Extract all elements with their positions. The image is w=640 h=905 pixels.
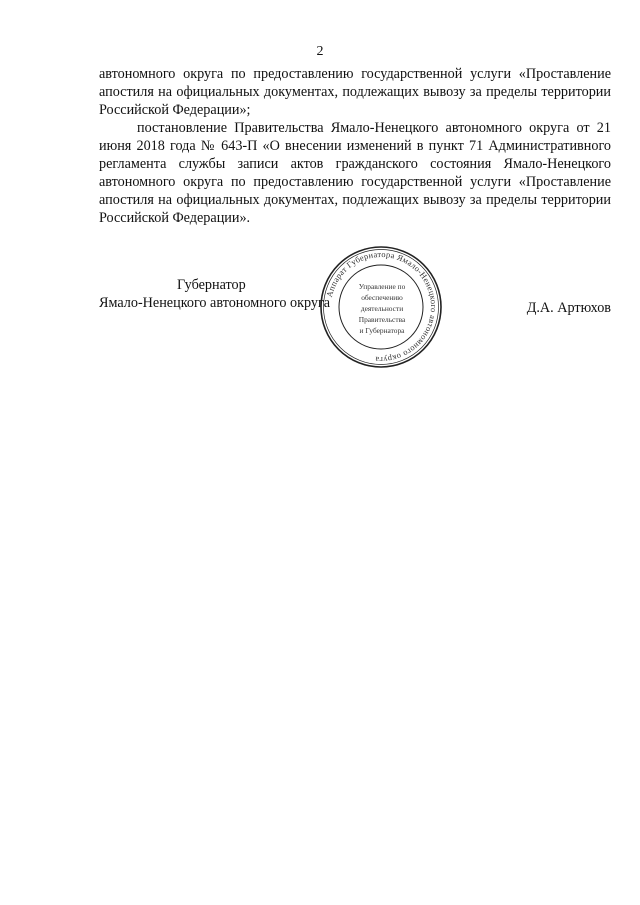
signatory-organization: Ямало-Ненецкого автономного округа	[99, 295, 331, 311]
stamp-center-line: и Губернатора	[359, 326, 405, 335]
stamp-seal-graphic	[318, 244, 444, 370]
paragraph-resolution: постановление Правительства Ямало-Ненецкого автономного округа от 21 июня 2018 года № 643-П «О внесении изменений в пункт 71 Административного регламента службы записи актов гражданского состояния Ямало-Ненецкого автономного округа по предоставлению государственной услуги «Проставление апостиля на официальных документах, подлежащих вывозу за пределы территории Российской Федерации».	[99, 120, 611, 226]
official-stamp	[318, 244, 444, 370]
page-number: 2	[316, 44, 324, 59]
document-body	[99, 65, 611, 227]
paragraph-continuation: автономного округа по предоставлению государственной услуги «Проставление апостиля на официальных документах, подлежащих вывозу за пределы территории Российской Федерации»;	[99, 66, 611, 118]
stamp-center-line: Управление по	[358, 282, 406, 291]
stamp-ring-text: Аппарат Губернатора Ямало-Ненецкого автономного округа	[324, 249, 439, 365]
stamp-center-line: деятельности	[360, 304, 404, 313]
signatory-title: Губернатор	[177, 277, 246, 293]
signatory-name: Д.А. Артюхов	[526, 300, 611, 316]
stamp-center-line: обеспечению	[361, 293, 403, 302]
stamp-center-line: Правительства	[358, 315, 406, 324]
